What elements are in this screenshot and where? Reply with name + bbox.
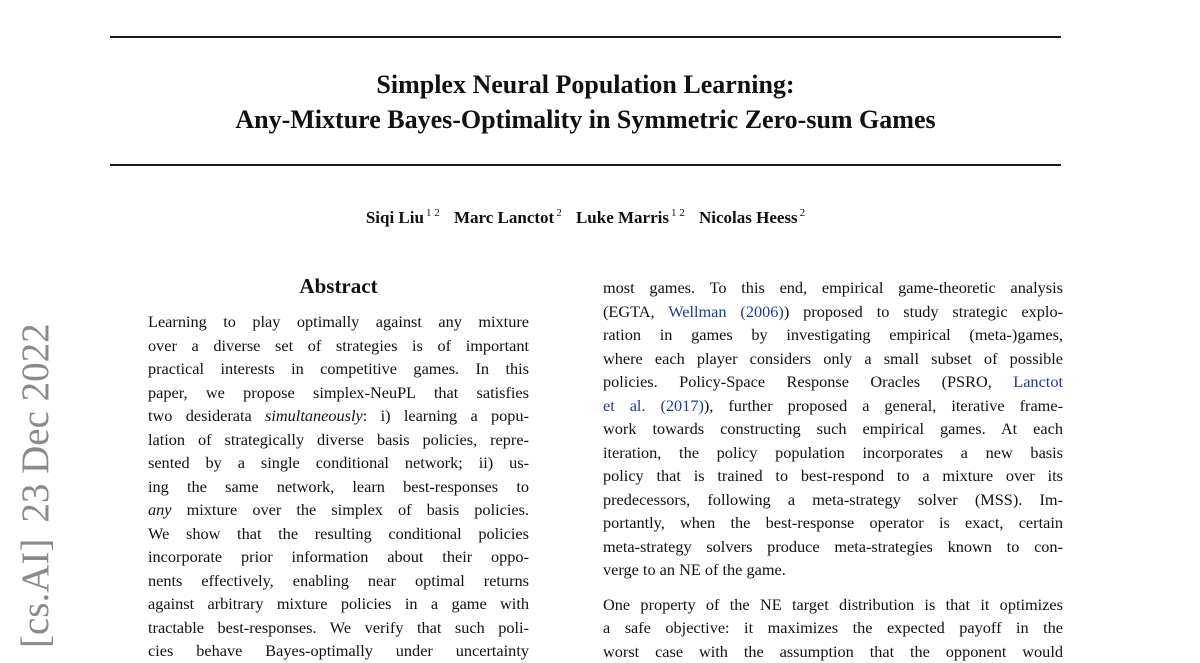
author-affiliation: 1 2: [671, 207, 685, 219]
author-name: Marc Lanctot: [454, 208, 554, 227]
body-text: ), further proposed a general, iterative frame-: [704, 396, 1063, 415]
abstract-text: two desiderata: [148, 406, 265, 425]
body-text: ) proposed to study strategic explo-: [784, 302, 1063, 321]
body-line: [603, 394, 1063, 418]
body-line: portantly, when the best-response operator is exact, certain: [603, 511, 1063, 535]
abstract-line: nents effectively, enabling near optimal returns: [148, 569, 529, 593]
author-name: Nicolas Heess: [699, 208, 798, 227]
abstract-text: : i) learning a popu-: [363, 406, 529, 425]
author: [576, 208, 685, 227]
author-affiliation: 2: [556, 207, 562, 219]
citation-link-lanctot-cont[interactable]: et al. (2017): [603, 396, 704, 415]
abstract-line: incorporate prior information about their oppo-: [148, 545, 529, 569]
body-line: a safe objective: it maximizes the expected payoff in the: [603, 616, 1063, 640]
abstract-line: tractable best-responses. We verify that such poli-: [148, 616, 529, 640]
arxiv-category: [cs.AI]: [14, 539, 57, 648]
body-text: (EGTA,: [603, 302, 668, 321]
body-line: where each player considers only a small subset of possible: [603, 347, 1063, 371]
abstract-text: mixture over the simplex of basis policies.: [172, 500, 529, 519]
body-text: policies. Policy-Space Response Oracles (PSRO,: [603, 372, 1013, 391]
body-line: meta-strategy solvers produce meta-strategies known to con-: [603, 535, 1063, 559]
paper-title-line-2: Any-Mixture Bayes-Optimality in Symmetric Zero-sum Games: [110, 103, 1061, 137]
paper-title-line-1: Simplex Neural Population Learning:: [110, 68, 1061, 102]
author-affiliation: 1 2: [426, 207, 440, 219]
citation-link-lanctot[interactable]: Lanctot: [1013, 372, 1063, 391]
abstract-line: over a diverse set of strategies is of important: [148, 334, 529, 358]
author: [454, 208, 562, 227]
abstract-heading: Abstract: [148, 274, 529, 299]
abstract-emphasis: simultaneously: [265, 406, 363, 425]
abstract-line: sented by a single conditional network; ii) us-: [148, 451, 529, 475]
abstract-line: [148, 404, 529, 428]
title-top-rule: [110, 36, 1061, 38]
author: [699, 208, 805, 227]
abstract-line: ing the same network, learn best-responses to: [148, 475, 529, 499]
abstract-line: We show that the resulting conditional policies: [148, 522, 529, 546]
body-line: worst case with the assumption that the opponent would: [603, 640, 1063, 663]
body-line: most games. To this end, empirical game-theoretic analysis: [603, 276, 1063, 300]
author-name: Siqi Liu: [366, 208, 424, 227]
body-line: policy that is trained to best-respond to a mixture over its: [603, 464, 1063, 488]
paragraph-gap: [603, 582, 1063, 593]
body-line: verge to an NE of the game.: [603, 558, 1063, 582]
arxiv-sidebar-stamp: [10, 308, 62, 648]
body-line: [603, 370, 1063, 394]
author: [366, 208, 440, 227]
abstract-line: against arbitrary mixture policies in a game with: [148, 592, 529, 616]
abstract-emphasis: any: [148, 500, 172, 519]
abstract-line: [148, 498, 529, 522]
body-line: ration in games by investigating empirical (meta-)games,: [603, 323, 1063, 347]
abstract-line: paper, we propose simplex-NeuPL that satisfies: [148, 381, 529, 405]
author-list: [110, 207, 1061, 228]
abstract-body: [148, 310, 529, 663]
citation-link-wellman[interactable]: Wellman (2006): [668, 302, 784, 321]
body-line: One property of the NE target distribution is that it optimizes: [603, 593, 1063, 617]
body-line: predecessors, following a meta-strategy solver (MSS). Im-: [603, 488, 1063, 512]
body-column-right: [603, 276, 1063, 663]
title-bottom-rule: [110, 164, 1061, 166]
abstract-line: practical interests in competitive games. In this: [148, 357, 529, 381]
author-name: Luke Marris: [576, 208, 669, 227]
abstract-line: lation of strategically diverse basis policies, repre-: [148, 428, 529, 452]
abstract-line: cies behave Bayes-optimally under uncertainty: [148, 639, 529, 663]
author-affiliation: 2: [800, 207, 806, 219]
body-line: work towards constructing such empirical games. At each: [603, 417, 1063, 441]
body-line: [603, 300, 1063, 324]
abstract-line: Learning to play optimally against any mixture: [148, 310, 529, 334]
body-line: iteration, the policy population incorporates a new basis: [603, 441, 1063, 465]
arxiv-date: 23 Dec 2022: [14, 323, 57, 522]
